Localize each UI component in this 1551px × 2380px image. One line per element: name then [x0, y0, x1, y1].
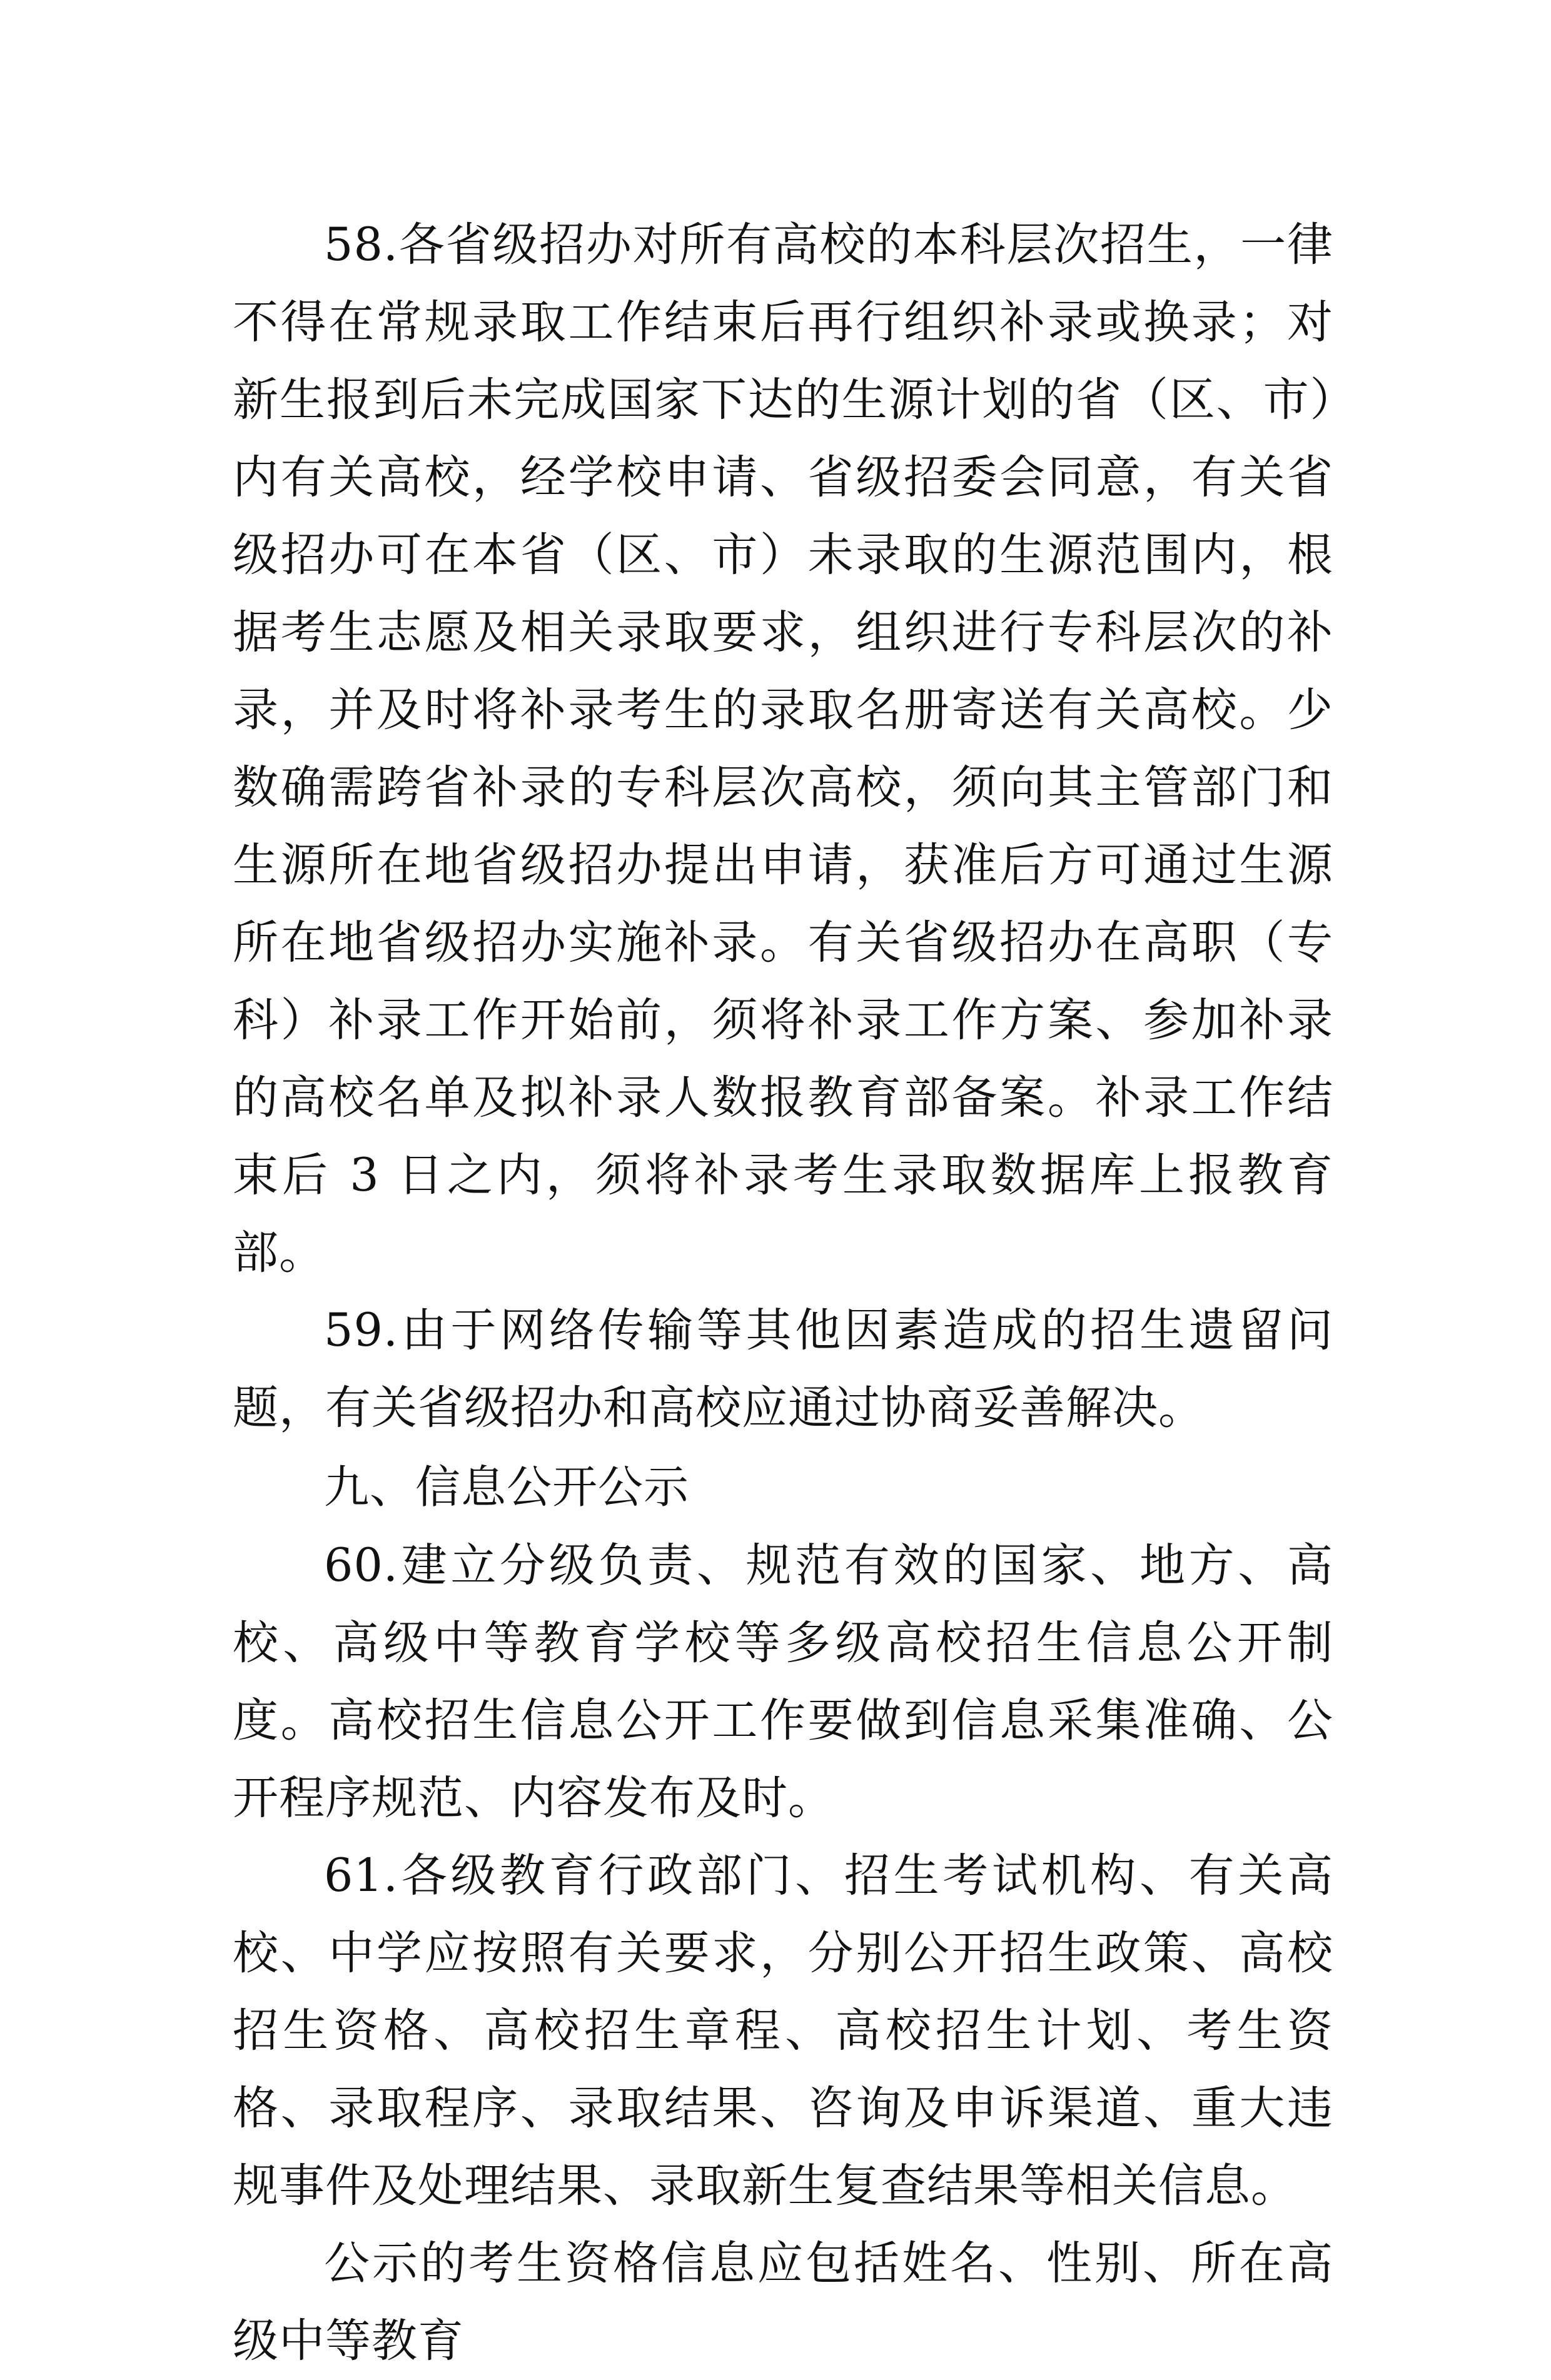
paragraph-58: 58.各省级招办对所有高校的本科层次招生，一律不得在常规录取工作结束后再行组织补录或换录；对新生报到后未完成国家下达的生源计划的省（区、市）内有关高校，经学校申请、省级招委会同意，有关省级招办可在本省（区、市）未录取的生源范围内，根据考生志愿及相关录取要求，组织进行专科层次的补录，并及时将补录考生的录取名册寄送有关高校。少数确需跨省补录的专科层次高校，须向其主管部门和生源所在地省级招办提出申请，获准后方可通过生源所在地省级招办实施补录。有关省级招办在高职（专科）补录工作开始前，须将补录工作方案、参加补录的高校名单及拟补录人数报教育部备案。补录工作结束后 3 日之内，须将补录考生录取数据库上报教育部。: [233, 218, 1333, 1279]
paragraph-60: 60.建立分级负责、规范有效的国家、地方、高校、高级中等教育学校等多级高校招生信息公开制度。高校招生信息公开工作要做到信息采集准确、公开程序规范、内容发布及时。: [233, 1539, 1333, 1825]
document-body: [233, 206, 1333, 2380]
paragraph-publicity: 公示的考生资格信息应包括姓名、性别、所在高级中等教育: [233, 2237, 1333, 2367]
section-heading: 九、信息公开公示: [324, 1461, 690, 1513]
paragraph-61: 61.各级教育行政部门、招生考试机构、有关高校、中学应按照有关要求，分别公开招生政策、高校招生资格、高校招生章程、高校招生计划、考生资格、录取程序、录取结果、咨询及申诉渠道、重大违规事件及处理结果、录取新生复查结果等相关信息。: [233, 1849, 1333, 2212]
paragraph-59: 59.由于网络传输等其他因素造成的招生遗留问题，有关省级招办和高校应通过协商妥善解决。: [233, 1304, 1333, 1435]
